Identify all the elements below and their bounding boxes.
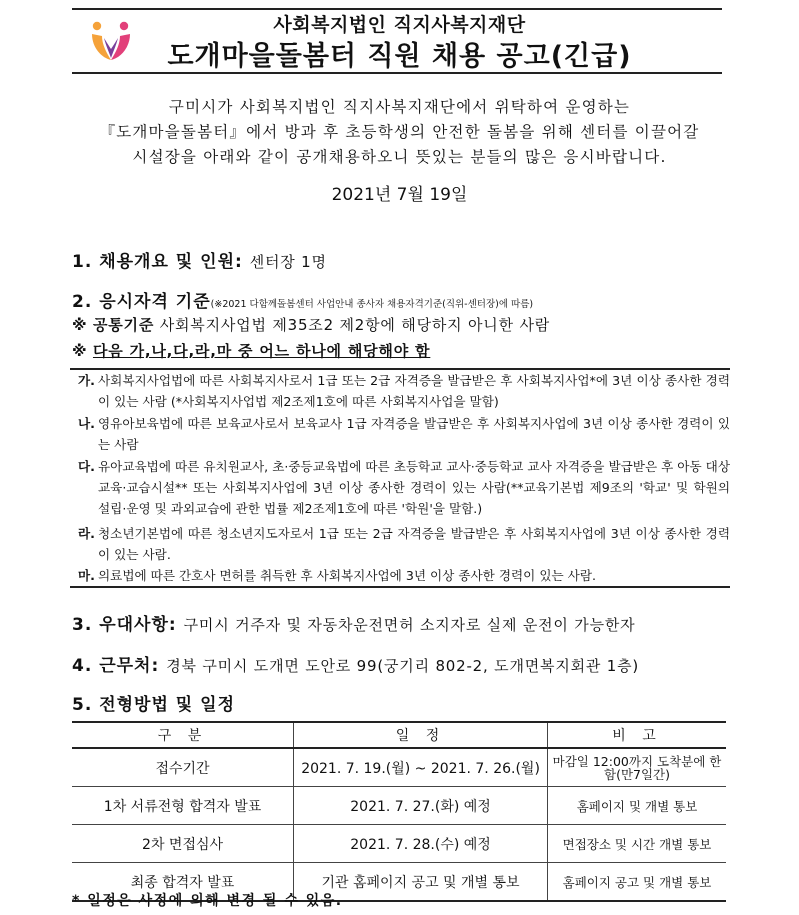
qual-label: 가.	[78, 373, 95, 388]
table-row	[72, 787, 726, 825]
section-1-body: 센터장 1명	[249, 253, 327, 271]
section-4-body: 경북 구미시 도개면 도안로 99(궁기리 802-2, 도개면복지회관 1층)	[166, 657, 640, 675]
table-row	[72, 748, 726, 787]
table-cell: 2차 면접심사	[72, 825, 294, 863]
table-cell: 1차 서류전형 합격자 발표	[72, 787, 294, 825]
intro-line-3: 시설장을 아래와 같이 공개채용하오니 뜻있는 분들의 많은 응시바랍니다.	[132, 148, 667, 166]
section-recruitment-overview	[72, 247, 327, 272]
table-row	[72, 825, 726, 863]
qual-text: 영유아보육법에 따른 보육교사로서 보육교사 1급 자격증을 발급받은 후 사회복지사업에 3년 이상 종사한 경력이 있는 사람	[98, 416, 730, 452]
common-criteria	[72, 314, 550, 335]
table-cell: 면접장소 및 시간 개별 통보	[548, 825, 726, 863]
table-cell: 마감일 12:00까지 도착분에 한함(만7일간)	[548, 748, 726, 787]
table-cell: 2021. 7. 27.(화) 예정	[294, 787, 548, 825]
table-cell: 2021. 7. 19.(월) ~ 2021. 7. 26.(월)	[294, 748, 548, 787]
table-cell: 최종 합격자 발표	[72, 863, 294, 902]
table-header-remarks: 비 고	[548, 722, 726, 748]
qual-text: 유아교육법에 따른 유치원교사, 초·중등교육법에 따른 초등학교 교사·중등학교 교사 자격증을 발급받은 후 아동 대상 교육·교습시설** 또는 사회복지사업에 3년 이상 종사한 경력이 있는 사람(**교육기본법 제9조의 '학교' 및 학원의 설립·운영 및 과외교습에 관한 법률 제2조제1호에 따른 '학원'을 말함.)	[98, 459, 730, 516]
table-header-schedule: 일 정	[294, 722, 548, 748]
section-workplace	[72, 651, 639, 676]
common-body: 사회복지사업법 제35조2 제2항에 해당하지 아니한 사람	[159, 316, 551, 334]
section-5-heading: 5. 전형방법 및 일정	[72, 695, 235, 715]
qual-bottom-rule	[70, 586, 730, 588]
table-cell: 2021. 7. 28.(수) 예정	[294, 825, 548, 863]
announcement-date: 2021년 7월 19일	[331, 185, 468, 205]
section-eligibility	[72, 287, 533, 312]
condition-body: 다음 가,나,다,라,마 중 어느 하나에 해당해야 함	[92, 342, 431, 360]
table-header-row	[72, 722, 726, 748]
qual-label: 라.	[78, 526, 95, 541]
section-3-body: 구미시 거주자 및 자동차운전면허 소지자로 실제 운전이 가능한자	[183, 616, 636, 634]
intro-line-2: 『도개마을돌봄터』에서 방과 후 초등학생의 안전한 돌봄을 위해 센터를 이끌어갈	[99, 123, 700, 141]
page-title: 도개마을돌봄터 직원 채용 공고(긴급)	[167, 41, 632, 72]
table-cell: 기관 홈페이지 공고 및 개별 통보	[294, 863, 548, 902]
qual-label: 다.	[78, 459, 95, 474]
section-2-heading: 2. 응시자격 기준	[72, 292, 211, 312]
table-cell: 홈페이지 공고 및 개별 통보	[548, 863, 726, 902]
section-2-note: (※2021 다함께돌봄센터 사업안내 종사자 채용자격기준(직위-센터장)에 따름)	[210, 299, 534, 310]
table-cell: 접수기간	[72, 748, 294, 787]
intro-line-1: 구미시가 사회복지법인 직지사복지재단에서 위탁하여 운영하는	[168, 98, 631, 116]
section-1-heading: 1. 채용개요 및 인원:	[72, 252, 243, 272]
qual-text: 청소년기본법에 따른 청소년지도자로서 1급 또는 2급 자격증을 발급받은 후 사회복지사업에 3년 이상 종사한 경력이 있는 사람.	[98, 526, 730, 562]
organization-name: 사회복지법인 직지사복지재단	[273, 14, 526, 36]
schedule-table	[72, 721, 726, 902]
section-4-heading: 4. 근무처:	[72, 656, 160, 676]
qual-label: 나.	[78, 416, 95, 431]
section-selection-schedule	[72, 690, 235, 715]
common-heading: 공통기준	[92, 316, 155, 334]
qual-label: 마.	[78, 568, 95, 583]
table-header-category: 구 분	[72, 722, 294, 748]
table-cell: 홈페이지 및 개별 통보	[548, 787, 726, 825]
qualifications-box	[70, 368, 730, 588]
qual-text: 의료법에 따른 간호사 면허를 취득한 후 사회복지사업에 3년 이상 종사한 경력이 있는 사람.	[98, 568, 597, 583]
section-preferences	[72, 610, 635, 635]
qual-text: 사회복지사업법에 따른 사회복지사로서 1급 또는 2급 자격증을 발급받은 후 사회복지사업*에 3년 이상 종사한 경력이 있는 사람 (*사회복지사업법 제2조제1호에 따른 사회복지사업을 말함)	[98, 373, 730, 409]
condition-mark: ※	[72, 342, 88, 360]
condition-note	[72, 340, 430, 361]
schedule-footnote: * 일정은 사정에 의해 변경 될 수 있음.	[72, 893, 343, 909]
common-mark: ※	[72, 316, 88, 334]
section-3-heading: 3. 우대사항:	[72, 615, 177, 635]
